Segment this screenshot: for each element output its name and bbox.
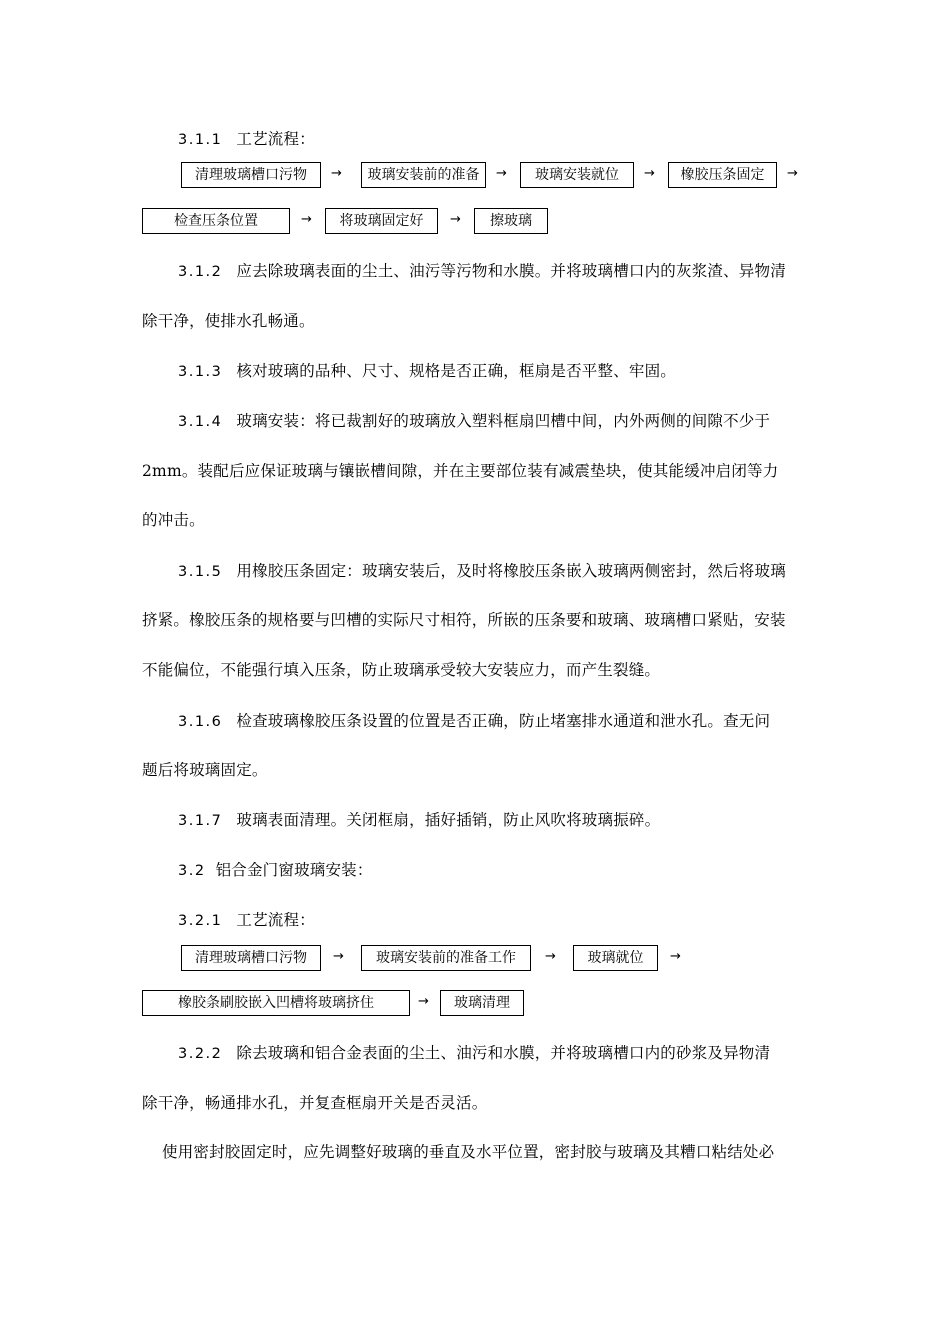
flow-step: 将玻璃固定好: [325, 208, 438, 234]
paragraph-3-1-5-line-2: 挤紧。橡胶压条的规格要与凹槽的实际尺寸相符，所嵌的压条要和玻璃、玻璃槽口紧贴，安装: [142, 611, 786, 629]
arrow-right-icon: →: [418, 994, 429, 1009]
arrow-right-icon: →: [333, 949, 344, 964]
flow-step: 清理玻璃槽口污物: [181, 162, 321, 188]
flow-step: 检查压条位置: [142, 208, 290, 234]
heading-3-2: [142, 860, 846, 881]
section-number: 3.1.1: [178, 132, 223, 148]
paragraph-text: 核对玻璃的品种、尺寸、规格是否正确，框扇是否平整、牢固。: [236, 362, 677, 380]
paragraph-3-1-6-line-2: 题后将玻璃固定。: [142, 761, 268, 779]
arrow-right-icon: →: [450, 212, 461, 227]
flow-step: 玻璃安装前的准备: [361, 162, 486, 188]
section-number: 3.2.2: [178, 1046, 223, 1062]
paragraph-3-1-7: [142, 810, 846, 831]
paragraph-text: 玻璃安装：将已裁割好的玻璃放入塑料框扇凹槽中间，内外两侧的间隙不少于: [236, 412, 771, 430]
section-number: 3.1.5: [178, 564, 223, 580]
arrow-right-icon: →: [787, 166, 798, 181]
paragraph-3-1-4-line-3: 的冲击。: [142, 511, 205, 529]
flow-step: 玻璃安装就位: [520, 162, 634, 188]
section-number: 3.1.2: [178, 264, 223, 280]
paragraph-text: 玻璃表面清理。关闭框扇，插好插销，防止风吹将玻璃振碎。: [236, 811, 661, 829]
arrow-right-icon: →: [301, 212, 312, 227]
heading-text: 铝合金门窗玻璃安装：: [215, 861, 373, 879]
heading-text: 工艺流程：: [236, 911, 315, 929]
heading-3-1-1: [142, 129, 846, 150]
flow-step: 玻璃就位: [573, 945, 658, 971]
arrow-right-icon: →: [331, 166, 342, 181]
paragraph-3-2-2-line-2: 除干净，畅通排水孔，并复查框扇开关是否灵活。: [142, 1094, 488, 1112]
paragraph-text: 用橡胶压条固定：玻璃安装后，及时将橡胶压条嵌入玻璃两侧密封，然后将玻璃: [236, 562, 786, 580]
paragraph-3-1-2-line-2: 除干净，使排水孔畅通。: [142, 312, 315, 330]
paragraph-text: 检查玻璃橡胶压条设置的位置是否正确，防止堵塞排水通道和泄水孔。查无问: [236, 712, 771, 730]
paragraph-3-1-2-line-1: [142, 261, 846, 282]
paragraph-text: 除去玻璃和铝合金表面的尘土、油污和水膜，并将玻璃槽口内的砂浆及异物清: [236, 1044, 771, 1062]
paragraph-3-1-4-line-2: 2mm。装配后应保证玻璃与镶嵌槽间隙，并在主要部位装有减震垫块，使其能缓冲启闭等力: [142, 462, 779, 480]
arrow-right-icon: →: [545, 949, 556, 964]
arrow-right-icon: →: [644, 166, 655, 181]
section-number: 3.2: [178, 863, 206, 879]
paragraph-sealant-line-1: 使用密封胶固定时，应先调整好玻璃的垂直及水平位置，密封胶与玻璃及其糟口粘结处必: [162, 1143, 775, 1161]
flow-step: 玻璃清理: [440, 990, 524, 1016]
paragraph-3-1-4-line-1: [142, 411, 846, 432]
paragraph-3-1-6-line-1: [142, 711, 846, 732]
section-number: 3.1.3: [178, 364, 223, 380]
flow-step: 擦玻璃: [474, 208, 548, 234]
section-number: 3.2.1: [178, 913, 223, 929]
arrow-right-icon: →: [496, 166, 507, 181]
heading-3-2-1: [142, 910, 846, 931]
paragraph-3-2-2-line-1: [142, 1043, 846, 1064]
paragraph-3-1-3: [142, 361, 846, 382]
paragraph-3-1-5-line-1: [142, 561, 846, 582]
flow-step: 玻璃安装前的准备工作: [361, 945, 531, 971]
paragraph-text: 应去除玻璃表面的尘土、油污等污物和水膜。并将玻璃槽口内的灰浆渣、异物清: [236, 262, 786, 280]
arrow-right-icon: →: [670, 949, 681, 964]
heading-text: 工艺流程：: [236, 130, 315, 148]
section-number: 3.1.6: [178, 714, 223, 730]
flow-step: 橡胶条刷胶嵌入凹槽将玻璃挤住: [142, 990, 410, 1016]
section-number: 3.1.7: [178, 813, 223, 829]
flow-step: 清理玻璃槽口污物: [181, 945, 321, 971]
paragraph-3-1-5-line-3: 不能偏位，不能强行填入压条，防止玻璃承受较大安装应力，而产生裂缝。: [142, 661, 661, 679]
flow-step: 橡胶压条固定: [668, 162, 777, 188]
section-number: 3.1.4: [178, 414, 223, 430]
